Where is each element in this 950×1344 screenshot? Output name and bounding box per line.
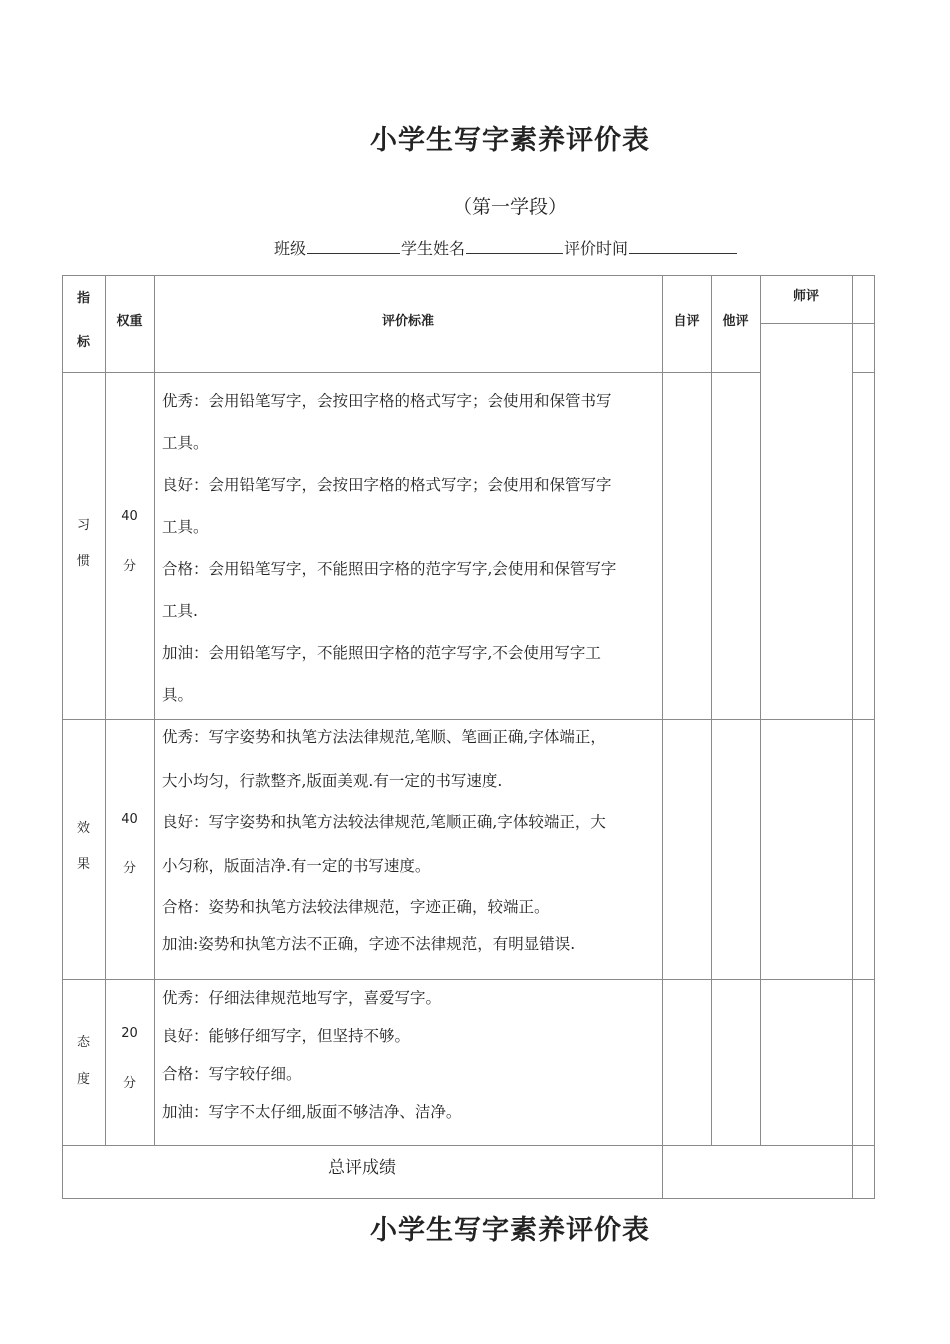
- info-line: [274, 236, 738, 259]
- criteria-line: 工具。: [162, 434, 209, 452]
- page-subtitle: （第一学段）: [452, 196, 567, 218]
- criteria-line: 加油：写字不太仔细,版面不够洁净、洁净。: [162, 1103, 462, 1121]
- header-weight: 权重: [116, 314, 143, 329]
- criteria-text: [162, 727, 657, 964]
- header-self: 自评: [673, 314, 700, 329]
- eval-time-blank: [629, 239, 737, 254]
- criteria-line: 合格：会用铅笔写字，不能照田字格的范字写字,会使用和保管写字: [162, 560, 617, 578]
- row-weight-unit: 分: [122, 861, 136, 876]
- row-indicator-2: 果: [76, 857, 90, 872]
- header-peer: 他评: [722, 314, 749, 329]
- criteria-line: 良好：写字姿势和执笔方法较法律规范,笔顺正确,字体较端正，大: [162, 813, 606, 831]
- criteria-line: 优秀：仔细法律规范地写字，喜爱写字。: [162, 989, 442, 1007]
- criteria-line: 加油：会用铅笔写字，不能照田字格的范字写字,不会使用写字工: [162, 644, 601, 662]
- row-weight-num: 20: [121, 1026, 138, 1041]
- student-name-label: 学生姓名: [401, 239, 466, 258]
- criteria-text: [162, 988, 657, 1132]
- row-indicator-1: 习: [76, 518, 90, 533]
- header-indicator-1: 指: [76, 291, 90, 306]
- row-indicator-2: 惯: [76, 554, 90, 569]
- criteria-line: 小匀称，版面洁净.有一定的书写速度。: [162, 857, 431, 875]
- criteria-text: [162, 380, 657, 716]
- header-criteria: 评价标准: [381, 314, 434, 329]
- row-weight-num: 40: [121, 812, 138, 827]
- class-label: 班级: [274, 239, 307, 258]
- criteria-line: 工具.: [162, 602, 198, 620]
- criteria-line: 合格：写字较仔细。: [162, 1065, 302, 1083]
- header-indicator-2: 标: [76, 335, 90, 350]
- eval-time-label: 评价时间: [564, 239, 629, 258]
- criteria-line: 优秀：写字姿势和执笔方法法律规范,笔顺、笔画正确,字体端正，: [162, 728, 606, 746]
- row-weight-unit: 分: [122, 1076, 136, 1091]
- row-weight-unit: 分: [122, 559, 136, 574]
- row-indicator-2: 度: [76, 1072, 90, 1087]
- footer-title: 小学生写字素养评价表: [370, 1215, 650, 1246]
- criteria-line: 大小均匀，行款整齐,版面美观.有一定的书写速度.: [162, 772, 503, 790]
- criteria-line: 加油:姿势和执笔方法不正确，字迹不法律规范，有明显错误.: [162, 935, 576, 953]
- criteria-line: 工具。: [162, 518, 209, 536]
- total-score-label: 总评成绩: [328, 1158, 396, 1178]
- criteria-line: 优秀：会用铅笔写字，会按田字格的格式写字；会使用和保管书写: [162, 392, 612, 410]
- row-weight-num: 40: [121, 509, 138, 524]
- row-indicator-1: 态: [76, 1035, 90, 1050]
- criteria-line: 良好：会用铅笔写字，会按田字格的格式写字；会使用和保管写字: [162, 476, 612, 494]
- row-indicator-1: 效: [76, 821, 90, 836]
- criteria-line: 具。: [162, 686, 194, 704]
- criteria-line: 良好：能够仔细写字，但坚持不够。: [162, 1027, 411, 1045]
- student-name-blank: [466, 239, 563, 254]
- criteria-line: 合格：姿势和执笔方法较法律规范，字迹正确，较端正。: [162, 898, 550, 916]
- class-blank: [307, 239, 400, 254]
- header-teacher: 师评: [792, 289, 819, 304]
- page-title: 小学生写字素养评价表: [370, 125, 650, 156]
